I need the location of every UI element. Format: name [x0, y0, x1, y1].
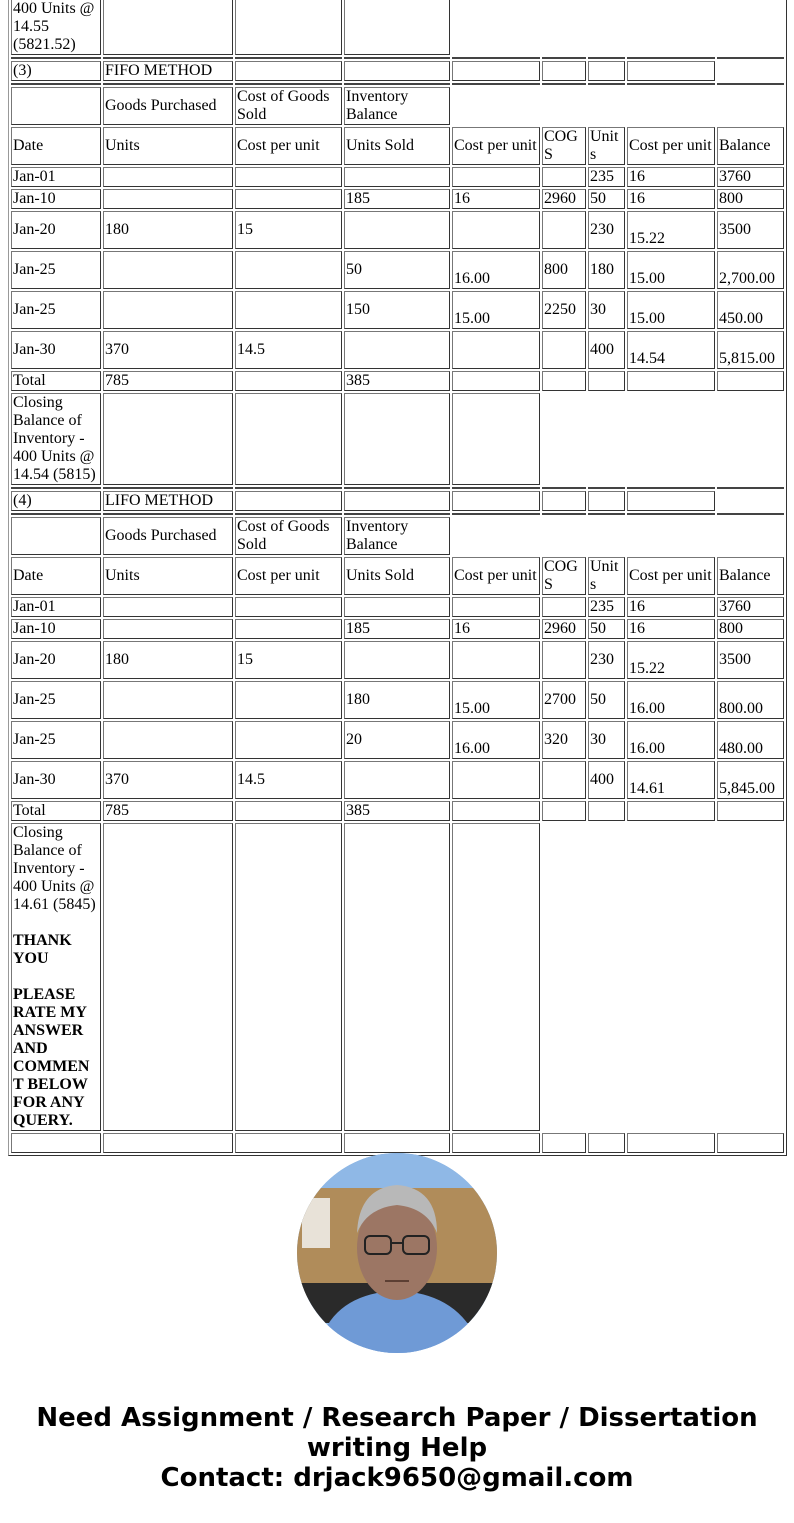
cell: 230: [588, 641, 625, 679]
cell: [235, 801, 342, 821]
cell: [235, 597, 342, 617]
cell: 2960: [542, 619, 586, 639]
fifo-section-number: (3): [11, 61, 101, 81]
cell: 800: [717, 189, 784, 209]
col-header: Balance: [717, 127, 784, 165]
cell: 230: [588, 211, 625, 249]
promo-line-1: Need Assignment / Research Paper / Dissertation: [36, 1403, 758, 1433]
cell: 14.54: [627, 331, 715, 369]
cell-date: Jan-30: [11, 761, 101, 799]
cell: [717, 371, 784, 391]
cell: 235: [588, 167, 625, 187]
cell: [103, 681, 233, 719]
cell: 800: [717, 619, 784, 639]
blank-cell: [452, 0, 784, 55]
cell: [542, 801, 586, 821]
cell: 450.00: [717, 291, 784, 329]
table-row: [11, 619, 784, 639]
rate-request-text: PLEASE RATE MY ANSWER AND COMMENT BELOW FOR ANY QUERY.: [13, 986, 90, 1129]
total-units-purchased: 785: [103, 371, 233, 391]
group-header-cogs: Cost of Goods Sold: [235, 517, 342, 555]
cell: 235: [588, 597, 625, 617]
cell: [11, 87, 101, 125]
separator-row: [11, 487, 784, 489]
total-label: Total: [11, 371, 101, 391]
cell: 14.61: [627, 761, 715, 799]
author-avatar: [297, 1153, 497, 1353]
inventory-table: [8, 0, 787, 1156]
table-row: [11, 211, 784, 249]
lifo-closing-cell: [11, 823, 101, 1131]
thank-you-text: THANK YOU: [13, 932, 72, 967]
cell: 16: [452, 189, 540, 209]
table-row: [11, 189, 784, 209]
cell: [235, 619, 342, 639]
col-header: Cost per unit: [452, 557, 540, 595]
cell: [542, 371, 586, 391]
cell: [235, 721, 342, 759]
col-header: COGS: [542, 557, 586, 595]
cell-date: Jan-01: [11, 597, 101, 617]
cell: [103, 619, 233, 639]
cell: 15.22: [627, 211, 715, 249]
cell: [344, 211, 450, 249]
group-header-inventory-balance: Inventory Balance: [344, 517, 450, 555]
table-row: [11, 721, 784, 759]
cell: 16: [627, 597, 715, 617]
lifo-closing-row: [11, 823, 784, 1131]
cell: 3500: [717, 641, 784, 679]
cell: 320: [542, 721, 586, 759]
table-row: [11, 291, 784, 329]
col-header: COGS: [542, 127, 586, 165]
cell: [235, 371, 342, 391]
promo-line-2: writing Help: [306, 1433, 488, 1463]
cell: 16.00: [452, 721, 540, 759]
cell: [235, 393, 342, 485]
cell: [542, 211, 586, 249]
total-units-purchased: 785: [103, 801, 233, 821]
cell: 2,700.00: [717, 251, 784, 289]
cell: [103, 823, 233, 1131]
cell: [103, 0, 233, 55]
lifo-total-row: [11, 801, 784, 821]
cell: [452, 641, 540, 679]
cell: [235, 823, 342, 1131]
cell: 16: [627, 619, 715, 639]
cell: [542, 167, 586, 187]
cell: 180: [588, 251, 625, 289]
col-header: Units Sold: [344, 557, 450, 595]
cell: [542, 761, 586, 799]
cell: [452, 801, 540, 821]
cell: [627, 371, 715, 391]
group-header-goods-purchased: Goods Purchased: [103, 87, 233, 125]
cell: 370: [103, 761, 233, 799]
cell: [103, 291, 233, 329]
table-row: [11, 331, 784, 369]
cell: 400: [588, 331, 625, 369]
empty-final-row: [11, 1133, 784, 1153]
cell-date: Jan-01: [11, 167, 101, 187]
cell: [235, 681, 342, 719]
cell: [235, 189, 342, 209]
cell-date: Jan-25: [11, 251, 101, 289]
table-row: [11, 641, 784, 679]
cell: [542, 641, 586, 679]
cell: [103, 189, 233, 209]
group-header-cogs: Cost of Goods Sold: [235, 87, 342, 125]
cell: 150: [344, 291, 450, 329]
cell: 16.00: [452, 251, 540, 289]
prior-closing-text: 400 Units @ 14.55 (5821.52): [13, 0, 95, 53]
col-header: Units: [103, 557, 233, 595]
cell: [103, 393, 233, 485]
cell: 2700: [542, 681, 586, 719]
col-header: Cost per unit: [235, 557, 342, 595]
table-row: [11, 761, 784, 799]
cell: 15: [235, 211, 342, 249]
cell: 20: [344, 721, 450, 759]
cell: 16: [627, 189, 715, 209]
cell: 30: [588, 721, 625, 759]
col-header: Cost per unit: [627, 557, 715, 595]
col-header: Units: [588, 557, 625, 595]
cell: [103, 721, 233, 759]
cell: 15.00: [452, 291, 540, 329]
fifo-closing-text: Closing Balance of Inventory - 400 Units @ 14.54 (5815): [11, 393, 101, 485]
cell: [235, 0, 342, 55]
cell: 800: [542, 251, 586, 289]
cell: [452, 331, 540, 369]
answer-table-container: [8, 0, 786, 1156]
cell: 16.00: [627, 681, 715, 719]
total-label: Total: [11, 801, 101, 821]
cell: [452, 371, 540, 391]
cell: [103, 167, 233, 187]
cell: [344, 823, 450, 1131]
cell: 370: [103, 331, 233, 369]
col-header: Units: [103, 127, 233, 165]
fifo-title-row: [11, 61, 784, 81]
cell: 400: [588, 761, 625, 799]
cell: 3760: [717, 167, 784, 187]
cell: [344, 167, 450, 187]
col-header: Cost per unit: [627, 127, 715, 165]
cell: 15.00: [627, 291, 715, 329]
cell: [103, 251, 233, 289]
cell: 2960: [542, 189, 586, 209]
cell-date: Jan-20: [11, 211, 101, 249]
col-header: Balance: [717, 557, 784, 595]
cell-date: Jan-20: [11, 641, 101, 679]
table-row: [11, 597, 784, 617]
cell: 16: [452, 619, 540, 639]
total-units-sold: 385: [344, 371, 450, 391]
cell: 14.5: [235, 761, 342, 799]
table-row: [11, 167, 784, 187]
cell: [717, 801, 784, 821]
cell-date: Jan-10: [11, 189, 101, 209]
table-row: [11, 681, 784, 719]
cell: [588, 801, 625, 821]
prior-closing-cell: [11, 0, 101, 55]
cell: [627, 801, 715, 821]
cell: 185: [344, 189, 450, 209]
cell: [344, 761, 450, 799]
cell: 50: [344, 251, 450, 289]
cell: [452, 761, 540, 799]
cell: [452, 823, 540, 1131]
cell: 15.00: [452, 681, 540, 719]
cell: [344, 393, 450, 485]
cell: [11, 517, 101, 555]
cell: 180: [344, 681, 450, 719]
group-header-goods-purchased: Goods Purchased: [103, 517, 233, 555]
promo-banner: [0, 1403, 794, 1493]
cell: [235, 291, 342, 329]
table-row: [11, 251, 784, 289]
cell-date: Jan-25: [11, 291, 101, 329]
cell: [235, 251, 342, 289]
prior-closing-row: [11, 0, 784, 55]
cell: 14.5: [235, 331, 342, 369]
lifo-closing-text: Closing Balance of Inventory - 400 Units @ 14.61 (5845): [13, 824, 96, 913]
separator-row: [11, 513, 784, 515]
separator-row: [11, 57, 784, 59]
cell: 50: [588, 619, 625, 639]
lifo-column-header-row: [11, 557, 784, 595]
cell: [452, 393, 540, 485]
fifo-column-header-row: [11, 127, 784, 165]
cell: 16: [627, 167, 715, 187]
cell: [344, 641, 450, 679]
separator-row: [11, 83, 784, 85]
cell: [452, 597, 540, 617]
lifo-section-number: (4): [11, 491, 101, 511]
col-header: Cost per unit: [452, 127, 540, 165]
cell: 15: [235, 641, 342, 679]
cell: [344, 0, 450, 55]
cell: 3500: [717, 211, 784, 249]
cell: 30: [588, 291, 625, 329]
col-header: Units: [588, 127, 625, 165]
cell: 800.00: [717, 681, 784, 719]
fifo-section-title: FIFO METHOD: [103, 61, 233, 81]
cell: 15.22: [627, 641, 715, 679]
fifo-closing-row: [11, 393, 784, 485]
cell: 2250: [542, 291, 586, 329]
cell: 16.00: [627, 721, 715, 759]
cell: 5,845.00: [717, 761, 784, 799]
lifo-group-header-row: [11, 517, 784, 555]
cell: [235, 167, 342, 187]
lifo-section-title: LIFO METHOD: [103, 491, 233, 511]
lifo-title-row: [11, 491, 784, 511]
cell: 15.00: [627, 251, 715, 289]
cell-date: Jan-30: [11, 331, 101, 369]
fifo-total-row: [11, 371, 784, 391]
cell: [542, 597, 586, 617]
cell: 180: [103, 641, 233, 679]
fifo-group-header-row: [11, 87, 784, 125]
cell: [344, 331, 450, 369]
total-units-sold: 385: [344, 801, 450, 821]
cell: [103, 597, 233, 617]
cell: 5,815.00: [717, 331, 784, 369]
cell: [344, 597, 450, 617]
col-header: Date: [11, 127, 101, 165]
group-header-inventory-balance: Inventory Balance: [344, 87, 450, 125]
author-portrait-icon: [297, 1153, 497, 1353]
promo-contact: Contact: drjack9650@gmail.com: [160, 1463, 634, 1493]
col-header: Date: [11, 557, 101, 595]
col-header: Cost per unit: [235, 127, 342, 165]
cell: [588, 371, 625, 391]
cell: 50: [588, 189, 625, 209]
cell: 185: [344, 619, 450, 639]
cell: 180: [103, 211, 233, 249]
col-header: Units Sold: [344, 127, 450, 165]
cell-date: Jan-25: [11, 681, 101, 719]
cell: 480.00: [717, 721, 784, 759]
cell: [452, 211, 540, 249]
cell: [452, 167, 540, 187]
cell-date: Jan-10: [11, 619, 101, 639]
cell: [542, 331, 586, 369]
cell: 3760: [717, 597, 784, 617]
cell: 50: [588, 681, 625, 719]
cell-date: Jan-25: [11, 721, 101, 759]
